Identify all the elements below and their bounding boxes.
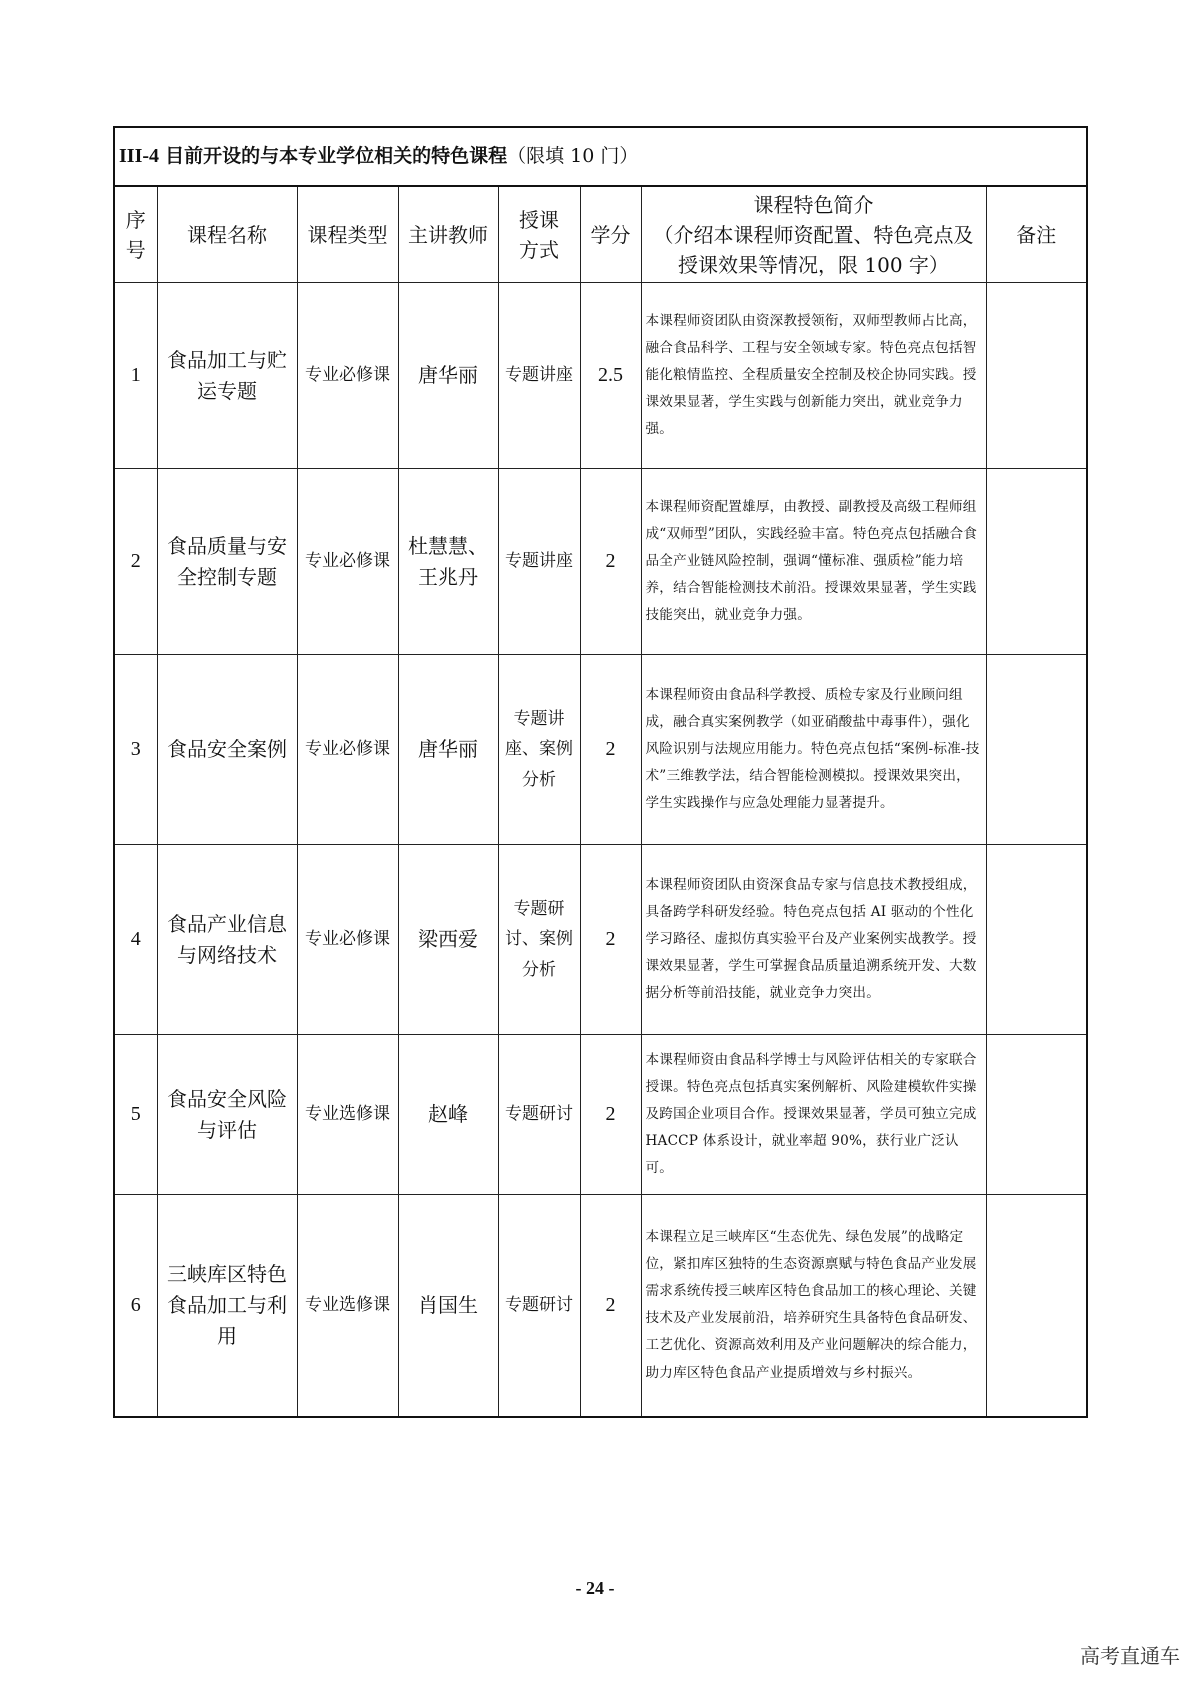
row-credit: 2.5 xyxy=(580,283,641,469)
row-mode: 专题讲座 xyxy=(498,469,580,655)
header-remark: 备注 xyxy=(986,186,1087,283)
row-credit: 2 xyxy=(580,1195,641,1417)
row-seq: 4 xyxy=(114,845,157,1035)
row-course-name: 食品安全案例 xyxy=(157,655,297,845)
row-seq: 1 xyxy=(114,283,157,469)
row-description: 本课程师资由食品科学教授、质检专家及行业顾问组成，融合真实案例教学（如亚硝酸盐中毒事件），强化风险识别与法规应用能力。特色亮点包括“案例-标准-技术”三维教学法，结合智能检测模拟。授课效果突出，学生实践操作与应急处理能力显著提升。 xyxy=(641,655,986,845)
row-course-name: 三峡库区特色 食品加工与利 用 xyxy=(157,1195,297,1417)
row-seq: 3 xyxy=(114,655,157,845)
row-description: 本课程师资团队由资深食品专家与信息技术教授组成，具备跨学科研发经验。特色亮点包括 AI 驱动的个性化学习路径、虚拟仿真实验平台及产业案例实战教学。授课效果显著，学生可掌握食品质量追溯系统开发、大数据分析等前沿技能，就业竞争力突出。 xyxy=(641,845,986,1035)
row-remark xyxy=(986,1195,1087,1417)
watermark: 高考直通车 xyxy=(1080,1644,1180,1668)
row-course-type: 专业必修课 xyxy=(297,845,398,1035)
section-title-text: 目前开设的与本专业学位相关的特色课程 xyxy=(165,145,508,167)
row-course-type: 专业必修课 xyxy=(297,283,398,469)
table-row xyxy=(114,1035,1087,1195)
table-row xyxy=(114,283,1087,469)
section-note: （限填 10 门） xyxy=(507,145,639,167)
row-course-name: 食品安全风险 与评估 xyxy=(157,1035,297,1195)
row-mode: 专题研讨 xyxy=(498,1035,580,1195)
row-mode: 专题研讨 xyxy=(498,1195,580,1417)
table-row xyxy=(114,845,1087,1035)
header-type: 课程类型 xyxy=(297,186,398,283)
row-credit: 2 xyxy=(580,655,641,845)
row-teacher: 赵峰 xyxy=(398,1035,498,1195)
row-seq: 6 xyxy=(114,1195,157,1417)
row-remark xyxy=(986,655,1087,845)
header-name: 课程名称 xyxy=(157,186,297,283)
row-teacher: 杜慧慧、 王兆丹 xyxy=(398,469,498,655)
row-description: 本课程立足三峡库区“生态优先、绿色发展”的战略定位，紧扣库区独特的生态资源禀赋与特色食品产业发展需求系统传授三峡库区特色食品加工的核心理论、关键技术及产业发展前沿，培养研究生具备特色食品研发、工艺优化、资源高效利用及产业问题解决的综合能力，助力库区特色食品产业提质增效与乡村振兴。 xyxy=(641,1195,986,1417)
section-title xyxy=(114,127,1087,186)
row-description: 本课程师资由食品科学博士与风险评估相关的专家联合授课。特色亮点包括真实案例解析、风险建模软件实操及跨国企业项目合作。授课效果显著，学员可独立完成 HACCP 体系设计，就业率超 90%，获行业广泛认可。 xyxy=(641,1035,986,1195)
row-course-type: 专业选修课 xyxy=(297,1195,398,1417)
row-mode: 专题讲座 xyxy=(498,283,580,469)
row-mode: 专题讲 座、案例 分析 xyxy=(498,655,580,845)
courses-table xyxy=(113,126,1088,1418)
row-course-name: 食品产业信息 与网络技术 xyxy=(157,845,297,1035)
row-seq: 2 xyxy=(114,469,157,655)
row-course-type: 专业选修课 xyxy=(297,1035,398,1195)
row-credit: 2 xyxy=(580,1035,641,1195)
row-remark xyxy=(986,283,1087,469)
header-row xyxy=(114,186,1087,283)
row-teacher: 梁西爱 xyxy=(398,845,498,1035)
row-credit: 2 xyxy=(580,845,641,1035)
header-desc: 课程特色简介 （介绍本课程师资配置、特色亮点及 授课效果等情况，限 100 字） xyxy=(641,186,986,283)
row-teacher: 肖国生 xyxy=(398,1195,498,1417)
row-remark xyxy=(986,469,1087,655)
row-course-name: 食品加工与贮 运专题 xyxy=(157,283,297,469)
table-row xyxy=(114,655,1087,845)
row-description: 本课程师资配置雄厚，由教授、副教授及高级工程师组成“双师型”团队，实践经验丰富。特色亮点包括融合食品全产业链风险控制，强调“懂标准、强质检”能力培养，结合智能检测技术前沿。授课效果显著，学生实践技能突出，就业竞争力强。 xyxy=(641,469,986,655)
section-code: III-4 xyxy=(119,145,160,167)
row-course-name: 食品质量与安 全控制专题 xyxy=(157,469,297,655)
row-description: 本课程师资团队由资深教授领衔，双师型教师占比高，融合食品科学、工程与安全领域专家。特色亮点包括智能化粮情监控、全程质量安全控制及校企协同实践。授课效果显著，学生实践与创新能力突出，就业竞争力强。 xyxy=(641,283,986,469)
row-course-type: 专业必修课 xyxy=(297,655,398,845)
row-teacher: 唐华丽 xyxy=(398,283,498,469)
row-remark xyxy=(986,845,1087,1035)
header-mode: 授课 方式 xyxy=(498,186,580,283)
table-row xyxy=(114,1195,1087,1417)
header-seq: 序 号 xyxy=(114,186,157,283)
table-row xyxy=(114,469,1087,655)
row-remark xyxy=(986,1035,1087,1195)
row-credit: 2 xyxy=(580,469,641,655)
header-credit: 学分 xyxy=(580,186,641,283)
row-seq: 5 xyxy=(114,1035,157,1195)
row-course-type: 专业必修课 xyxy=(297,469,398,655)
row-teacher: 唐华丽 xyxy=(398,655,498,845)
page-number: - 24 - xyxy=(575,1578,615,1598)
header-teacher: 主讲教师 xyxy=(398,186,498,283)
row-mode: 专题研 讨、案例 分析 xyxy=(498,845,580,1035)
